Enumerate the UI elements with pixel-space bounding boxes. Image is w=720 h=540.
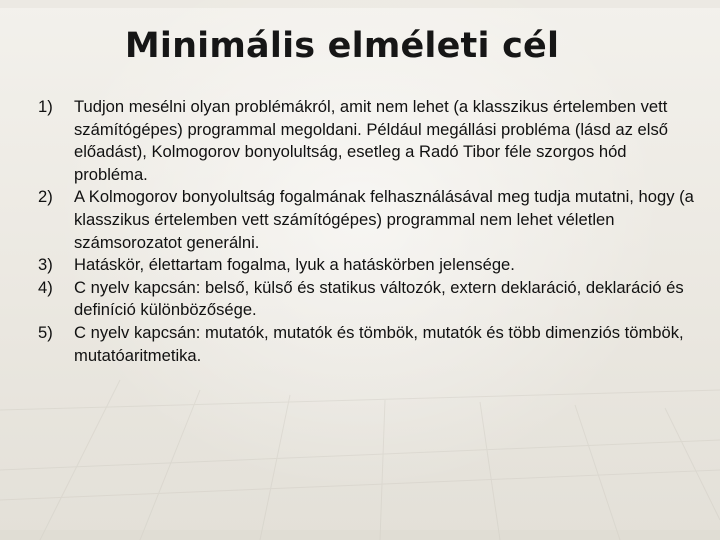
list-item — [0, 277, 700, 322]
list-item-number: 1) — [38, 97, 53, 116]
list-item-number: 2) — [38, 187, 53, 207]
list-item — [0, 254, 700, 277]
objectives-list — [0, 96, 700, 367]
list-item-text: Hatáskör, élettartam fogalma, lyuk a hatáskörben jelensége. — [74, 255, 515, 275]
list-item-number: 4) — [38, 277, 53, 297]
list-item-number: 5) — [38, 322, 53, 342]
list-item — [0, 322, 700, 367]
list-item-number: 3) — [38, 255, 53, 275]
list-item-text: C nyelv kapcsán: mutatók, mutatók és tömbök, mutatók és több dimenziós tömbök, mutatóaritmetika. — [74, 322, 684, 365]
list-item-text: Tudjon mesélni olyan problémákról, amit nem lehet (a klasszikus értelemben vett számítógépes) programmal megoldani. Például megállási probléma (lásd az első előadást), Kolmogorov bonyolultság, esetleg a Radó Tibor féle szorgos hód probléma. — [74, 97, 668, 184]
slide-title: Minimális elméleti cél — [124, 26, 560, 66]
list-item-text: C nyelv kapcsán: belső, külső és statikus változók, extern deklaráció, deklaráció és definíció különbözősége. — [74, 277, 684, 320]
list-item-text: A Kolmogorov bonyolultság fogalmának felhasználásával meg tudja mutatni, hogy (a klasszikus értelemben vett számítógépes) programmal nem lehet véletlen számsorozatot generálni. — [74, 187, 694, 252]
list-item — [0, 96, 700, 186]
list-item — [0, 186, 700, 254]
